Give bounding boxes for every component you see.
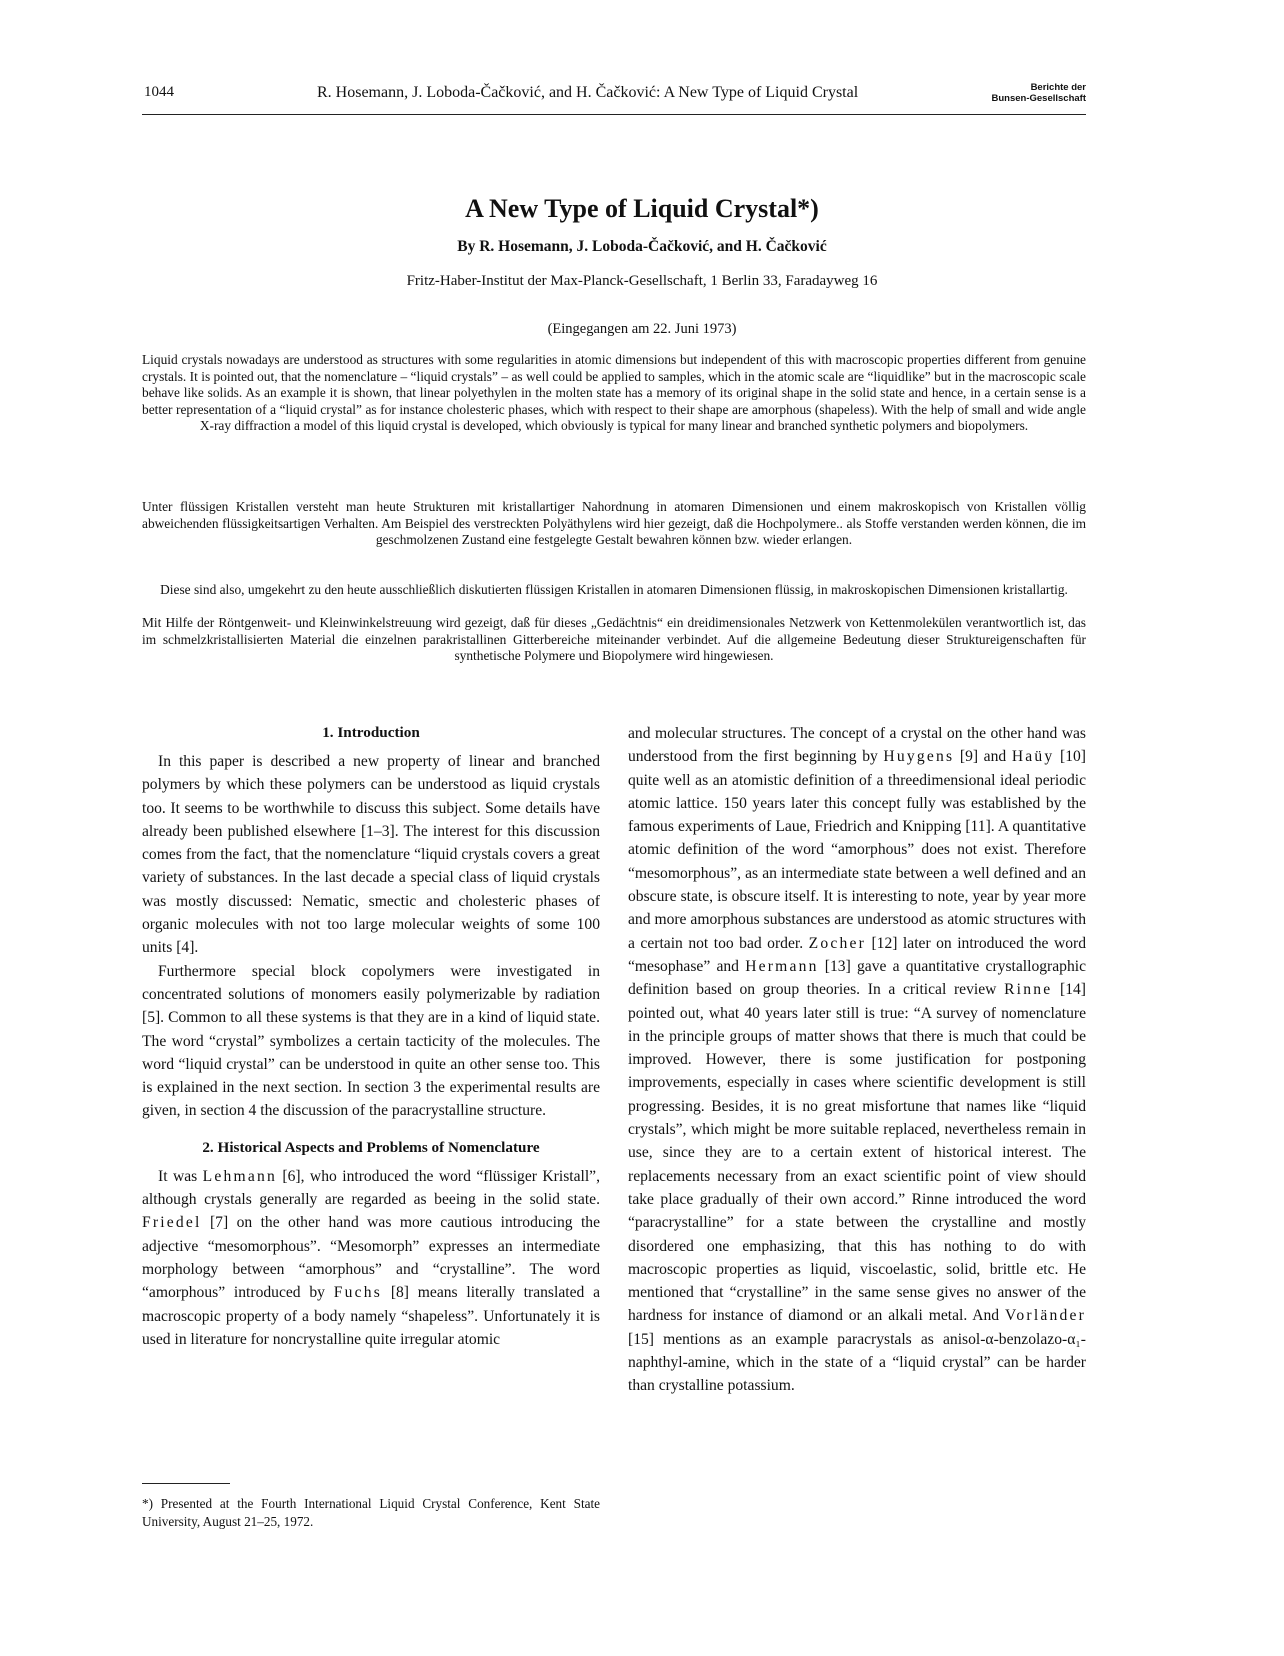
history-text-1: [6], who introduced the word “flüssiger Kristall”, although crystals generally are regarded as beeing in the solid state. bbox=[142, 1167, 600, 1209]
running-header bbox=[142, 82, 1086, 116]
journal-name bbox=[976, 82, 1086, 104]
intro-paragraph-1: In this paper is described a new property of linear and branched polymers by which these polymers can be understood as liquid crystals too. It seems to be worthwhile to discuss this subject. Some details have already been published elsewhere [1–3]. The interest for this discussion comes from the fact, that the nomenclature “liquid crystals covers a great variety of substances. In the last decade a special class of liquid crystals was mostly discussed: Nematic, smectic and cholesteric phases of organic molecules with not too large molecular weights of some 100 units [4]. bbox=[142, 753, 600, 957]
history-paragraph-continued bbox=[628, 722, 1086, 1398]
name-friedel: Friedel bbox=[142, 1214, 202, 1232]
section-heading-introduction: 1. Introduction bbox=[322, 724, 420, 741]
journal-name-line2: Bunsen-Gesellschaft bbox=[991, 93, 1086, 104]
rc-text-1: and molecular structures. The concept of a crystal on the other hand was understood from the first beginning by bbox=[628, 725, 1086, 766]
page-number: 1044 bbox=[144, 84, 174, 100]
history-text-2: [7] on the other hand was more cautious introducing the adjective “mesomorphous”. “Mesomorph” expresses an intermediate morphology between “amorphous” and “crystalline”. The word “amorphous” introduced by bbox=[142, 1214, 600, 1302]
abstract-english: Liquid crystals nowadays are understood as structures with some regularities in atomic dimensions but independent of this with macroscopic properties different from genuine crystals. It is pointed out, that the nomenclature – “liquid crystals” – as well could be applied to samples, which in the atomic scale are “liquidlike” but in the macroscopic scale behave like solids. As an example it is shown, that linear polyethylen in the molten state has a memory of its original shape in the solid state and hence, in a certain sense is a better representation of a “liquid crystal” as for instance cholesteric phases, which with respect to their shape are amorphous (shapeless). With the help of small and wide angle X-ray diffraction a model of this liquid crystal is developed, which obviously is typical for many linear and branched synthetic polymers and biopolymers. bbox=[142, 352, 1086, 434]
rc-text-4: [12] later on introduced the word “mesophase” and bbox=[628, 934, 1086, 975]
name-fuchs: Fuchs bbox=[333, 1284, 383, 1302]
right-column bbox=[628, 722, 1086, 1398]
footnote: *) Presented at the Fourth International Liquid Crystal Conference, Kent State University, August 21–25, 1972. bbox=[142, 1496, 600, 1529]
rc-text-3: [10] quite well as an atomistic definition of a threedimensional ideal periodic atomic lattice. 150 years later this concept fully was established by the famous experiments of Laue, Friedrich and Knipping [11]. A quantitative atomic definition of the word “amorphous” does not exist. Therefore “mesomorphous”, as an intermediate state between a well defined and an obscure state, is obscure itself. It is interesting to note, year by year more and more amorphous substances are understood as atomic structures with a certain not too bad order. bbox=[628, 748, 1086, 952]
section-spacer bbox=[142, 1123, 600, 1137]
rc-text-2: [9] and bbox=[954, 748, 1012, 766]
journal-name-line1: Berichte der bbox=[1030, 82, 1086, 93]
header-rule bbox=[142, 114, 1086, 115]
left-column bbox=[142, 722, 600, 1351]
name-lehmann: Lehmann bbox=[202, 1167, 277, 1185]
section-heading-history: 2. Historical Aspects and Problems of Nomenclature bbox=[202, 1138, 540, 1156]
name-hermann: Hermann bbox=[745, 957, 819, 975]
history-paragraph-1 bbox=[142, 1165, 600, 1351]
article-authors: By R. Hosemann, J. Loboda-Čačković, and H. Čačković bbox=[457, 238, 827, 255]
name-zocher: Zocher bbox=[808, 934, 866, 952]
received-date: (Eingegangen am 22. Juni 1973) bbox=[547, 321, 737, 337]
rc-text-5: [13] gave a quantitative crystallographic definition based on group theories. In a critical review bbox=[628, 957, 1087, 999]
abstract-german-1: Unter flüssigen Kristallen versteht man heute Strukturen mit kristallartiger Nahordnung in atomaren Dimensionen und einem makroskopisch von Kristallen völlig abweichenden flüssigkeitsartigen Verhalten. Am Beispiel des verstreckten Polyäthylens wird hier gezeigt, daß die Hochpolymere.. als Stoffe verstanden werden können, die im geschmolzenen Zustand eine festgelegte Gestalt bewahren können bzw. wieder erlangen. bbox=[142, 499, 1086, 548]
running-title: R. Hosemann, J. Loboda-Čačković, and H. Čačković: A New Type of Liquid Crystal bbox=[317, 84, 859, 101]
history-lead: It was bbox=[158, 1167, 203, 1185]
name-huygens: Huygens bbox=[883, 748, 955, 766]
name-hauy: Haüy bbox=[1011, 748, 1055, 766]
intro-paragraph-2: Furthermore special block copolymers were investigated in concentrated solutions of monomers easily polymerizable by radiation [5]. Common to all these systems is that they are in a kind of liquid state. The word “crystal” symbolizes a certain tacticity of the molecules. The word “liquid crystal” can be understood in quite an other sense too. This is explained in the next section. In section 3 the experimental results are given, in section 4 the discussion of the paracrystalline structure. bbox=[142, 962, 600, 1120]
footnote-rule bbox=[142, 1483, 230, 1484]
abstract-german-2: Diese sind also, umgekehrt zu den heute ausschließlich diskutierten flüssigen Kristallen in atomaren Dimensionen flüssig, in makroskopischen Dimensionen kristallartig. bbox=[160, 582, 1068, 597]
article-affiliation: Fritz-Haber-Institut der Max-Planck-Gesellschaft, 1 Berlin 33, Faradayweg 16 bbox=[406, 273, 878, 289]
abstract-german-3: Mit Hilfe der Röntgenweit- und Kleinwinkelstreuung wird gezeigt, daß für dieses „Gedächtnis“ ein dreidimensionales Netzwerk von Kettenmolekülen verantwortlich ist, das im schmelzkristallisierten Material die einzelnen parakristallinen Gitterbereiche miteinander verbindet. Auf die allgemeine Bedeutung dieser Struktureigenschaften für synthetische Polymere und Biopolymere wird hingewiesen. bbox=[142, 615, 1086, 664]
name-rinne: Rinne bbox=[1004, 981, 1053, 999]
name-vorlaender: Vorländer bbox=[1004, 1307, 1086, 1325]
rc-text-7: [15] mentions as an example paracrystals as anisol-α-benzolazo-α₁-naphthyl-amine, which in the state of a “liquid crystal” can be harder than crystalline potassium. bbox=[628, 1330, 1086, 1395]
history-text-3: [8] means literally translated a macroscopic property of a body namely “shapeless”. Unfortunately it is used in literature for noncrystalline quite irregular atomic bbox=[142, 1284, 600, 1348]
article-title: A New Type of Liquid Crystal*) bbox=[465, 194, 819, 223]
rc-text-6: [14] pointed out, what 40 years later still is true: “A survey of nomenclature in the principle groups of matter shows that there is much that could be improved. However, there is some justification for postponing improvements, especially in cases where scientific development is still progressing. Besides, it is no great misfortune that names like “liquid crystals”, which might be more suitable replaced, nevertheless remain in use, since they are to a certain extent of historical interest. The replacements necessary from an exact scientific point of view should take place gradually of their own accord.” Rinne introduced the word “paracrystalline” for a state between the crystalline and mostly disordered one emphasizing, that this has nothing to do with macroscopic properties as liquid, viscoelastic, solid, brittle etc. He mentioned that “crystalline” in the same sense gives no answer of the hardness for instance of diamond or an alkali metal. And bbox=[628, 981, 1086, 1325]
